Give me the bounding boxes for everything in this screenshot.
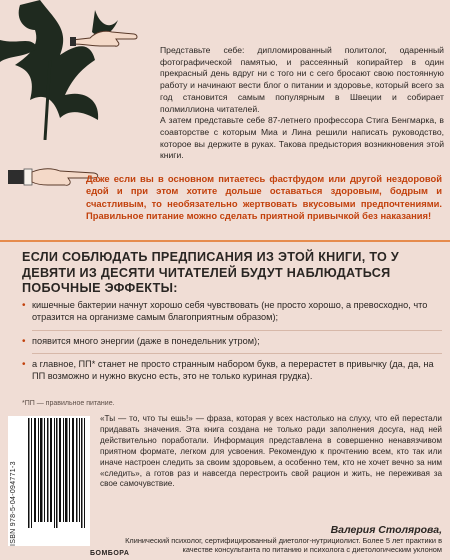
intro-text xyxy=(160,45,444,162)
barcode-icon xyxy=(26,418,86,542)
intro-paragraph-1: Представьте себе: дипломированный политолог, одаренный фотографической памятью, и рассеянный копирайтер в один прекрасный день вдруг ни с того ни с сего бросают свою постоянную работу и начинают вести блог о питании и здоровье, который всего за год становится самым популярным в Швеции и собирает полмиллиона читателей. xyxy=(160,45,444,114)
footnote: *ПП — правильное питание. xyxy=(22,400,115,407)
divider xyxy=(32,330,442,331)
review-quote: «Ты — то, что ты ешь!» — фраза, которая у всех настолько на слуху, что ей перестали придавать значения. Эта книга создана не только ради заполнения досуга, над ней действительно поработали. Информация представлена в совершенно ненавязчивом приятном формате, легком для усвоения. Рекомендую к прочтению всем, кто так или иначе настроен следить за своим здоровьем, а особенно тем, кто не хочет вечно за ним «следить», а готов раз и навсегда перестроить свой рацион и жить, не переживая за свое самочувствие. xyxy=(100,414,442,489)
side-effects-heading: ЕСЛИ СОБЛЮДАТЬ ПРЕДПИСАНИЯ ИЗ ЭТОЙ КНИГИ, ТО У ДЕВЯТИ ИЗ ДЕСЯТИ ЧИТАТЕЛЕЙ БУДУТ НАБЛЮДАТЬСЯ ПОБОЧНЫЕ ЭФФЕКТЫ: xyxy=(22,250,400,295)
list-item: • появится много энергии (даже в понедельник утром); xyxy=(22,336,442,348)
pointing-hand-icon xyxy=(70,22,140,52)
divider xyxy=(32,353,442,354)
highlight-text: Даже если вы в основном питаетесь фастфудом или другой нездоровой едой и при этом хотите дольше оставаться здоровым, бодрым и счастливым, то необязательно жертвовать вкусовыми предпочтениями. Правильное питание можно сделать приятной привычкой без наказания! xyxy=(86,173,442,222)
barcode-area xyxy=(8,416,90,546)
plant-illustration xyxy=(0,0,150,140)
divider xyxy=(0,240,450,242)
list-item: • кишечные бактерии начнут хорошо себя чувствовать (не просто хорошо, а превосходно, что отразится на организме самым благоприятным образом); xyxy=(22,300,442,324)
publisher-logo: БОМБОРА xyxy=(90,550,130,557)
side-effects-list xyxy=(22,300,442,389)
review-author-name: Валерия Столярова, xyxy=(330,524,442,536)
review-author-description: Клинический психолог, сертифицированный диетолог-нутрициолист. Более 5 лет практики в качестве консультанта по питанию и психолога с диетологическим уклоном xyxy=(125,536,442,554)
list-item: • а главное, ПП* станет не просто странным набором букв, а перерастет в привычку (да, да, на ПП возможно и нужно вкусно есть, это не только куриная грудка). xyxy=(22,359,442,383)
intro-paragraph-2: А затем представьте себе 87-летнего профессора Стига Бенгмарка, в соавторстве с которым Миа и Лина решили написать руководство, которое вы держите в руках. Такова предыстория возникновения этой книги. xyxy=(160,115,444,161)
isbn-label: ISBN 978-5-04-094771-3 xyxy=(10,461,17,546)
